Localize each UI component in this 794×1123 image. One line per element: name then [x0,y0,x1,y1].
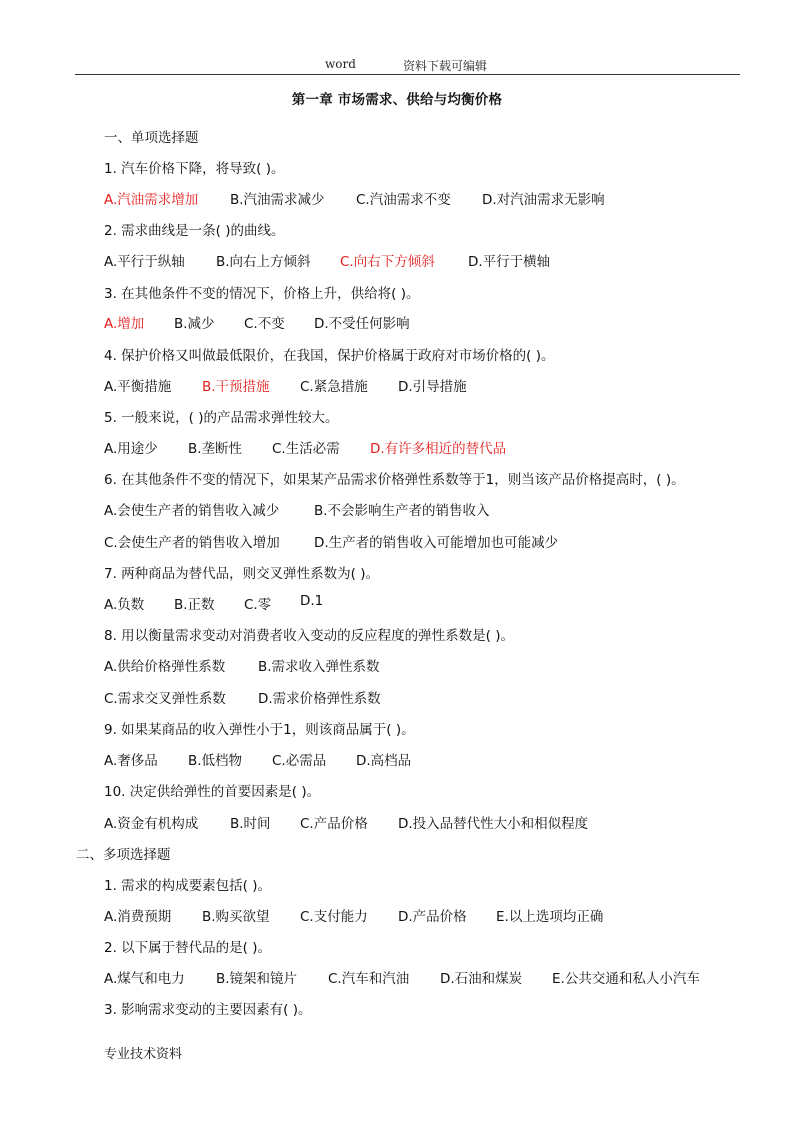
q10-option-c: C.产品价格 [300,816,368,832]
multi-question-1: 1. 需求的构成要素包括( )。 [104,878,271,894]
q4-option-d: D.引导措施 [398,379,467,395]
section-heading-single: 一、单项选择题 [104,130,199,146]
section-heading-multi: 二、多项选择题 [76,847,171,863]
q8-option-a: A.供给价格弹性系数 [104,659,226,675]
m2-option-e: E.公共交通和私人小汽车 [552,971,700,987]
m2-option-c: C.汽车和汽油 [328,971,410,987]
q9-option-b: B.低档物 [188,753,243,769]
header-label: word [325,57,356,71]
m2-option-d: D.石油和煤炭 [440,971,523,987]
question-3: 3. 在其他条件不变的情况下，价格上升，供给将( )。 [104,286,420,302]
q1-option-a: A.汽油需求增加 [104,192,199,208]
q2-option-b: B.向右上方倾斜 [216,254,311,270]
q7-option-c: C.零 [244,597,272,613]
q6-option-d: D.生产者的销售收入可能增加也可能减少 [314,535,559,551]
q2-option-a: A.平行于纵轴 [104,254,185,270]
q9-option-c: C.必需品 [272,753,327,769]
q2-option-c: C.向右下方倾斜 [340,254,435,270]
multi-question-2: 2. 以下属于替代品的是( )。 [104,940,271,956]
question-8: 8. 用以衡量需求变动对消费者收入变动的反应程度的弹性系数是( )。 [104,628,514,644]
header-subtitle: 资料下载可编辑 [403,59,488,73]
q7-option-b: B.正数 [174,597,215,613]
q6-option-b: B.不会影响生产者的销售收入 [314,503,490,519]
question-10: 10. 决定供给弹性的首要因素是( )。 [104,784,321,800]
question-9: 9. 如果某商品的收入弹性小于1，则该商品属于( )。 [104,722,415,738]
q10-option-d: D.投入品替代性大小和相似程度 [398,816,589,832]
q3-option-c: C.不变 [244,316,285,332]
page-header [75,56,740,75]
q7-option-d: D.1 [300,593,324,609]
m1-option-a: A.消费预期 [104,909,172,925]
chapter-title: 第一章 市场需求、供给与均衡价格 [291,92,503,108]
q1-option-c: C.汽油需求不变 [356,192,451,208]
q4-option-b: B.干预措施 [202,379,270,395]
q2-option-d: D.平行于横轴 [468,254,551,270]
q8-option-b: B.需求收入弹性系数 [258,659,380,675]
q10-option-a: A.资金有机构成 [104,816,199,832]
q10-option-b: B.时间 [230,816,271,832]
q6-option-a: A.会使生产者的销售收入减少 [104,503,280,519]
q5-option-b: B.垄断性 [188,441,243,457]
question-6: 6. 在其他条件不变的情况下，如果某产品需求价格弹性系数等于1，则当该产品价格提高时，( )。 [104,472,685,488]
question-2: 2. 需求曲线是一条( )的曲线。 [104,223,285,239]
q4-option-a: A.平衡措施 [104,379,172,395]
m1-option-b: B.购买欲望 [202,909,270,925]
q4-option-c: C.紧急措施 [300,379,368,395]
q3-option-b: B.减少 [174,316,215,332]
q8-option-c: C.需求交叉弹性系数 [104,691,226,707]
question-7: 7. 两种商品为替代品，则交叉弹性系数为( )。 [104,566,379,582]
question-4: 4. 保护价格又叫做最低限价，在我国，保护价格属于政府对市场价格的( )。 [104,348,555,364]
q6-option-c: C.会使生产者的销售收入增加 [104,535,280,551]
q9-option-a: A.奢侈品 [104,753,158,769]
q5-option-d: D.有许多相近的替代品 [370,441,507,457]
q1-option-d: D.对汽油需求无影响 [482,192,605,208]
q3-option-a: A.增加 [104,316,145,332]
q8-option-d: D.需求价格弹性系数 [258,691,381,707]
m2-option-b: B.镜架和镜片 [216,971,298,987]
question-1: 1. 汽车价格下降，将导致( )。 [104,161,285,177]
q1-option-b: B.汽油需求减少 [230,192,325,208]
q7-option-a: A.负数 [104,597,145,613]
page-footer: 专业技术资料 [104,1047,183,1062]
m1-option-d: D.产品价格 [398,909,467,925]
q5-option-c: C.生活必需 [272,441,340,457]
q9-option-d: D.高档品 [356,753,412,769]
multi-question-3: 3. 影响需求变动的主要因素有( )。 [104,1002,312,1018]
q5-option-a: A.用途少 [104,441,158,457]
question-5: 5. 一般来说，( )的产品需求弹性较大。 [104,410,339,426]
m1-option-c: C.支付能力 [300,909,368,925]
q3-option-d: D.不受任何影响 [314,316,410,332]
m1-option-e: E.以上选项均正确 [496,909,604,925]
m2-option-a: A.煤气和电力 [104,971,185,987]
